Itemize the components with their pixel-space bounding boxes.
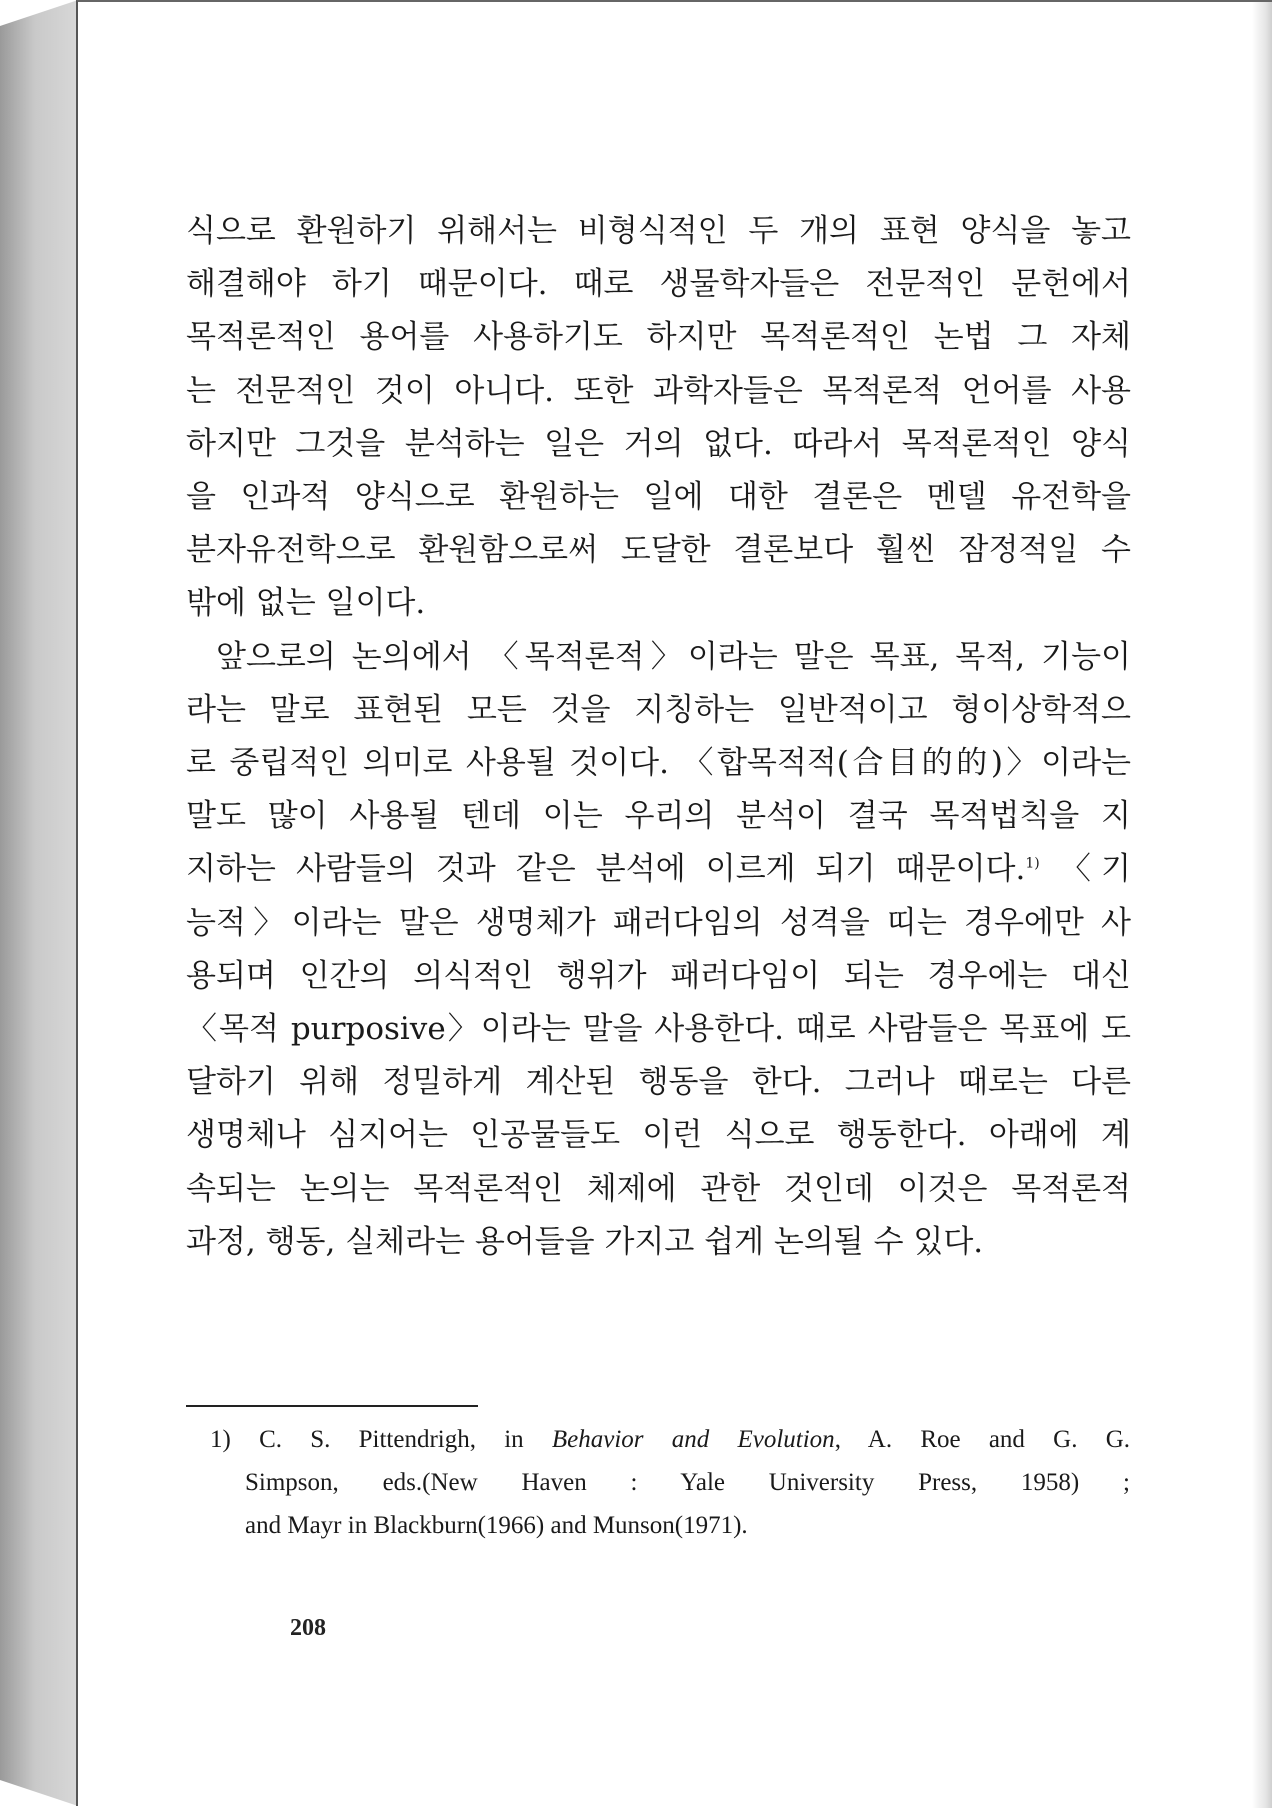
- text-line: 는 전문적인 것이 아니다. 또한 과학자들은 목적론적 언어를 사용: [186, 372, 1131, 409]
- footnote-line: [210, 1418, 1130, 1461]
- text-line: 앞으로의 논의에서 〈목적론적〉이라는 말은 목표, 목적, 기능이: [216, 638, 1131, 675]
- text-segment: 〈기: [1059, 851, 1132, 888]
- footnote-line: and Mayr in Blackburn(1966) and Munson(1971).: [245, 1512, 748, 1539]
- book-spine: [0, 0, 78, 1806]
- text-line: 과정, 행동, 실체라는 용어들을 가지고 쉽게 논의될 수 있다.: [186, 1223, 984, 1260]
- text-line: 생명체나 심지어는 인공물들도 이런 식으로 행동한다. 아래에 계: [186, 1117, 1131, 1154]
- text-line: 밖에 없는 일이다.: [186, 585, 426, 622]
- text-line-with-footnote: [186, 843, 1131, 896]
- text-line: 해결해야 하기 때문이다. 때로 생물학자들은 전문적인 문헌에서: [186, 266, 1131, 303]
- page-edge-shadow: [1252, 2, 1272, 1808]
- text-line: 속되는 논의는 목적론적인 체제에 관한 것인데 이것은 목적론적: [186, 1170, 1131, 1207]
- text-line: 을 인과적 양식으로 환원하는 일에 대한 결론은 멘델 유전학을: [186, 479, 1131, 516]
- footnote: [210, 1418, 1130, 1547]
- footnote-line: Simpson, eds.(New Haven : Yale University Press, 1958) ;: [245, 1469, 1130, 1496]
- text-line: 달하기 위해 정밀하게 계산된 행동을 한다. 그러나 때로는 다른: [186, 1064, 1131, 1101]
- text-line: 라는 말로 표현된 모든 것을 지칭하는 일반적이고 형이상학적으: [186, 691, 1131, 728]
- text-line: 〈목적 purposive〉이라는 말을 사용한다. 때로 사람들은 목표에 도: [186, 1011, 1131, 1048]
- paragraph-2: [186, 631, 1131, 1269]
- text-line: 능적〉이라는 말은 생명체가 패러다임의 성격을 띠는 경우에만 사: [186, 904, 1131, 941]
- footnote-text: , A. Roe and G. G.: [834, 1426, 1130, 1453]
- footnote-reference: 1): [1025, 856, 1040, 873]
- text-line: 목적론적인 용어를 사용하기도 하지만 목적론적인 논법 그 자체: [186, 319, 1131, 356]
- page-number: 208: [290, 1615, 326, 1641]
- text-line: 말도 많이 사용될 텐데 이는 우리의 분석이 결국 목적법칙을 지: [186, 798, 1131, 835]
- footnote-title: Behavior and Evolution: [551, 1426, 835, 1453]
- text-line: 로 중립적인 의미로 사용될 것이다. 〈합목적적(合目的的)〉이라는: [186, 745, 1131, 782]
- footnote-text: C. S. Pittendrigh, in: [259, 1426, 524, 1453]
- footnote-divider: [186, 1405, 478, 1407]
- text-segment: 지하는 사람들의 것과 같은 분석에 이르게 되기 때문이다.: [186, 851, 1026, 888]
- text-line: 용되며 인간의 의식적인 행위가 패러다임이 되는 경우에는 대신: [186, 957, 1131, 994]
- text-line: 식으로 환원하기 위해서는 비형식적인 두 개의 표현 양식을 놓고: [186, 213, 1131, 249]
- text-line: 하지만 그것을 분석하는 일은 거의 없다. 따라서 목적론적인 양식: [186, 425, 1131, 462]
- body-text: [186, 205, 1131, 1269]
- text-line: 분자유전학으로 환원함으로써 도달한 결론보다 훨씬 잠정적일 수: [186, 532, 1131, 569]
- paragraph-1: [186, 205, 1131, 631]
- footnote-marker: 1): [210, 1426, 231, 1453]
